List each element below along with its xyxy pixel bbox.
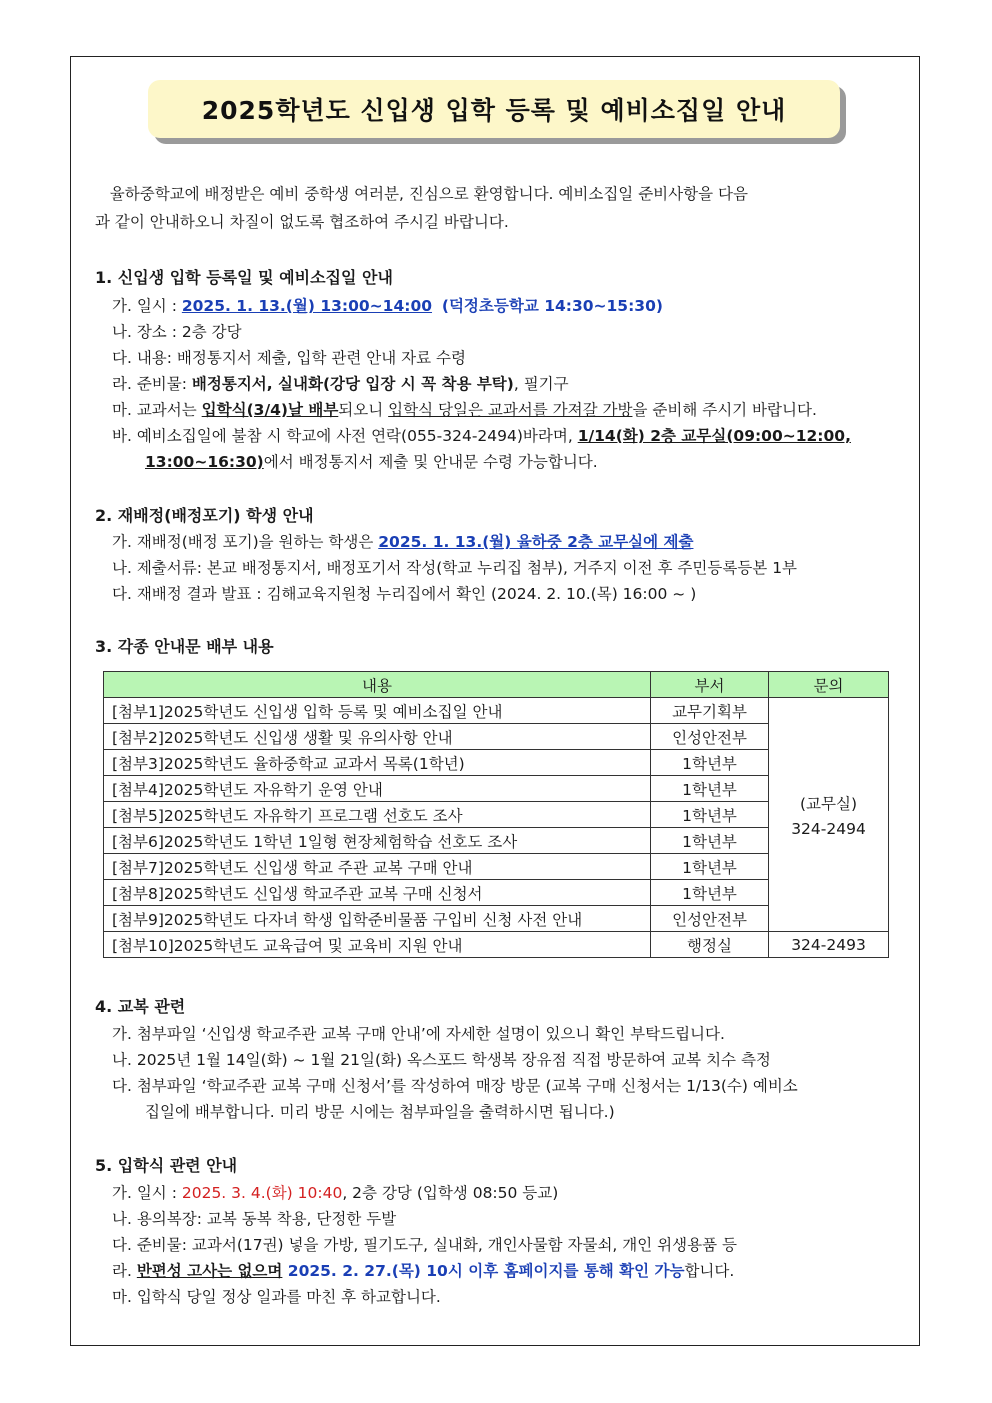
s1-e-underline: 입학식 당일은 교과서를 가져갈 가방 — [388, 401, 633, 419]
row-dept: 교무기획부 — [651, 698, 769, 724]
row-dept: 1학년부 — [651, 750, 769, 776]
s5-a-suffix: , 2층 강당 (입학생 08:50 등교) — [342, 1184, 559, 1202]
s5-d-bold: 반편성 고사는 없으며 — [136, 1262, 283, 1280]
s1-e-suffix: 을 준비해 주시기 바랍니다. — [632, 401, 817, 419]
row-content: [첨부7]2025학년도 신입생 학교 주관 교복 구매 안내 — [104, 854, 651, 880]
s1-e-bold: 입학식(3/4)날 배부 — [201, 401, 339, 419]
s4-item-a: 가. 첨부파일 ‘신입생 학교주관 교복 구매 안내’에 자세한 설명이 있으니 확인 부탁드립니다. — [112, 1025, 725, 1043]
s1-item-c: 다. 내용: 배정통지서 제출, 입학 관련 안내 자료 수령 — [112, 349, 466, 367]
section-5-heading: 5. 입학식 관련 안내 — [95, 1156, 238, 1175]
s1-a-prefix: 가. 일시 : — [112, 297, 182, 315]
s5-item-d — [112, 1261, 734, 1281]
row-dept: 인성안전부 — [651, 724, 769, 750]
section-4-heading: 4. 교복 관련 — [95, 997, 186, 1016]
s5-item-e: 마. 입학식 당일 정상 일과를 마친 후 하교합니다. — [112, 1288, 441, 1306]
s5-d-suffix: 합니다. — [684, 1262, 735, 1280]
intro-text-1: 율하중학교에 배정받은 예비 중학생 여러분, 진심으로 환영합니다. 예비소집일 준비사항을 다음 — [109, 185, 748, 203]
s5-a-prefix: 가. 일시 : — [112, 1184, 182, 1202]
row-dept: 1학년부 — [651, 828, 769, 854]
row-content: [첨부2]2025학년도 신입생 생활 및 유의사항 안내 — [104, 724, 651, 750]
s4-item-b: 나. 2025년 1월 14일(화) ~ 1월 21일(화) 옥스포드 학생복 장유점 직접 방문하여 교복 치수 측정 — [112, 1051, 771, 1069]
s1-item-d — [112, 374, 569, 394]
s5-item-c: 다. 준비물: 교과서(17권) 넣을 가방, 필기도구, 실내화, 개인사물함 자물쇠, 개인 위생용품 등 — [112, 1236, 737, 1254]
header-content: 내용 — [104, 672, 651, 698]
s5-a-date: 2025. 3. 4.(화) 10:40 — [181, 1184, 343, 1202]
attachments-table — [103, 671, 889, 958]
s1-e-mid: 되오니 — [338, 401, 389, 419]
row-contact: 324-2493 — [769, 932, 889, 958]
row-dept: 인성안전부 — [651, 906, 769, 932]
row-content: [첨부1]2025학년도 신입생 입학 등록 및 예비소집일 안내 — [104, 698, 651, 724]
header-dept: 부서 — [651, 672, 769, 698]
row-content: [첨부3]2025학년도 율하중학교 교과서 목록(1학년) — [104, 750, 651, 776]
s5-item-b: 나. 용의복장: 교복 동복 착용, 단정한 두발 — [112, 1210, 397, 1228]
s2-item-b: 나. 제출서류: 본교 배정통지서, 배정포기서 작성(학교 누리집 첨부), 거주지 이전 후 주민등록등본 1부 — [112, 559, 798, 577]
s4-item-c-cont: 집일에 배부합니다. 미리 방문 시에는 첨부파일을 출력하시면 됩니다.) — [145, 1103, 615, 1121]
row-content: [첨부9]2025학년도 다자녀 학생 입학준비물품 구입비 신청 사전 안내 — [104, 906, 651, 932]
row-dept: 1학년부 — [651, 880, 769, 906]
s4-item-c: 다. 첨부파일 ‘학교주관 교복 구매 신청서’를 작성하여 매장 방문 (교복 구매 신청서는 1/13(수) 예비소 — [112, 1077, 798, 1095]
s1-d-prefix: 라. 준비물: — [112, 375, 192, 393]
section-3-heading: 3. 각종 안내문 배부 내용 — [95, 637, 274, 656]
table-row — [104, 932, 889, 958]
title-box — [148, 80, 840, 138]
merged-contact-cell — [769, 698, 889, 932]
row-content: [첨부4]2025학년도 자유학기 운영 안내 — [104, 776, 651, 802]
table-row — [104, 698, 889, 724]
s2-a-prefix: 가. 재배정(배정 포기)을 원하는 학생은 — [112, 533, 379, 551]
s1-item-a — [112, 296, 663, 316]
s1-item-e — [112, 400, 817, 420]
s1-f-bold-1: 1/14(화) 2층 교무실(09:00~12:00, — [577, 427, 851, 445]
s1-d-bold: 배정통지서, 실내화(강당 입장 시 꼭 착용 부탁) — [191, 375, 514, 393]
s5-item-a — [112, 1183, 558, 1203]
s5-d-prefix: 라. — [112, 1262, 137, 1280]
row-content: [첨부5]2025학년도 자유학기 프로그램 선호도 조사 — [104, 802, 651, 828]
row-content: [첨부6]2025학년도 1학년 1일형 현장체험학습 선호도 조사 — [104, 828, 651, 854]
s5-d-blue: 2025. 2. 27.(목) 10시 이후 홈페이지를 통해 확인 가능 — [282, 1262, 685, 1280]
s1-e-prefix: 마. 교과서는 — [112, 401, 202, 419]
s2-item-a — [112, 532, 693, 552]
section-1-heading: 1. 신입생 입학 등록일 및 예비소집일 안내 — [95, 268, 393, 287]
s1-a-date: 2025. 1. 13.(월) 13:00~14:00 — [181, 297, 433, 315]
s1-item-b: 나. 장소 : 2층 강당 — [112, 323, 242, 341]
s1-a-extra: (덕정초등학교 14:30~15:30) — [441, 297, 663, 315]
intro-line-2: 과 같이 안내하오니 차질이 없도록 협조하여 주시길 바랍니다. — [95, 213, 509, 231]
s1-item-f — [112, 426, 851, 446]
row-dept: 1학년부 — [651, 802, 769, 828]
table-header-row — [104, 672, 889, 698]
page-title: 2025학년도 신입생 입학 등록 및 예비소집일 안내 — [148, 80, 840, 138]
row-dept: 1학년부 — [651, 854, 769, 880]
row-content: [첨부10]2025학년도 교육급여 및 교육비 지원 안내 — [104, 932, 651, 958]
intro-line-1 — [95, 184, 895, 204]
row-dept: 1학년부 — [651, 776, 769, 802]
s1-item-f-cont — [145, 452, 598, 472]
s1-f-prefix: 바. 예비소집일에 불참 시 학교에 사전 연락(055-324-2494)바라며, — [112, 427, 578, 445]
row-content: [첨부8]2025학년도 신입생 학교주관 교복 구매 신청서 — [104, 880, 651, 906]
s2-a-deadline: 2025. 1. 13.(월) 율하중 2층 교무실에 제출 — [378, 533, 694, 551]
section-2-heading: 2. 재배정(배정포기) 학생 안내 — [95, 506, 314, 525]
s1-f-bold-2: 13:00~16:30) — [145, 453, 264, 471]
contact-number: 324-2494 — [791, 819, 866, 838]
contact-office: (교무실) — [799, 794, 857, 813]
header-contact: 문의 — [769, 672, 889, 698]
s1-f-suffix: 에서 배정통지서 제출 및 안내문 수령 가능합니다. — [263, 453, 598, 471]
row-dept: 행정실 — [651, 932, 769, 958]
s2-item-c: 다. 재배정 결과 발표 : 김해교육지원청 누리집에서 확인 (2024. 2. 10.(목) 16:00 ~ ) — [112, 585, 697, 603]
s1-d-suffix: , 필기구 — [513, 375, 569, 393]
